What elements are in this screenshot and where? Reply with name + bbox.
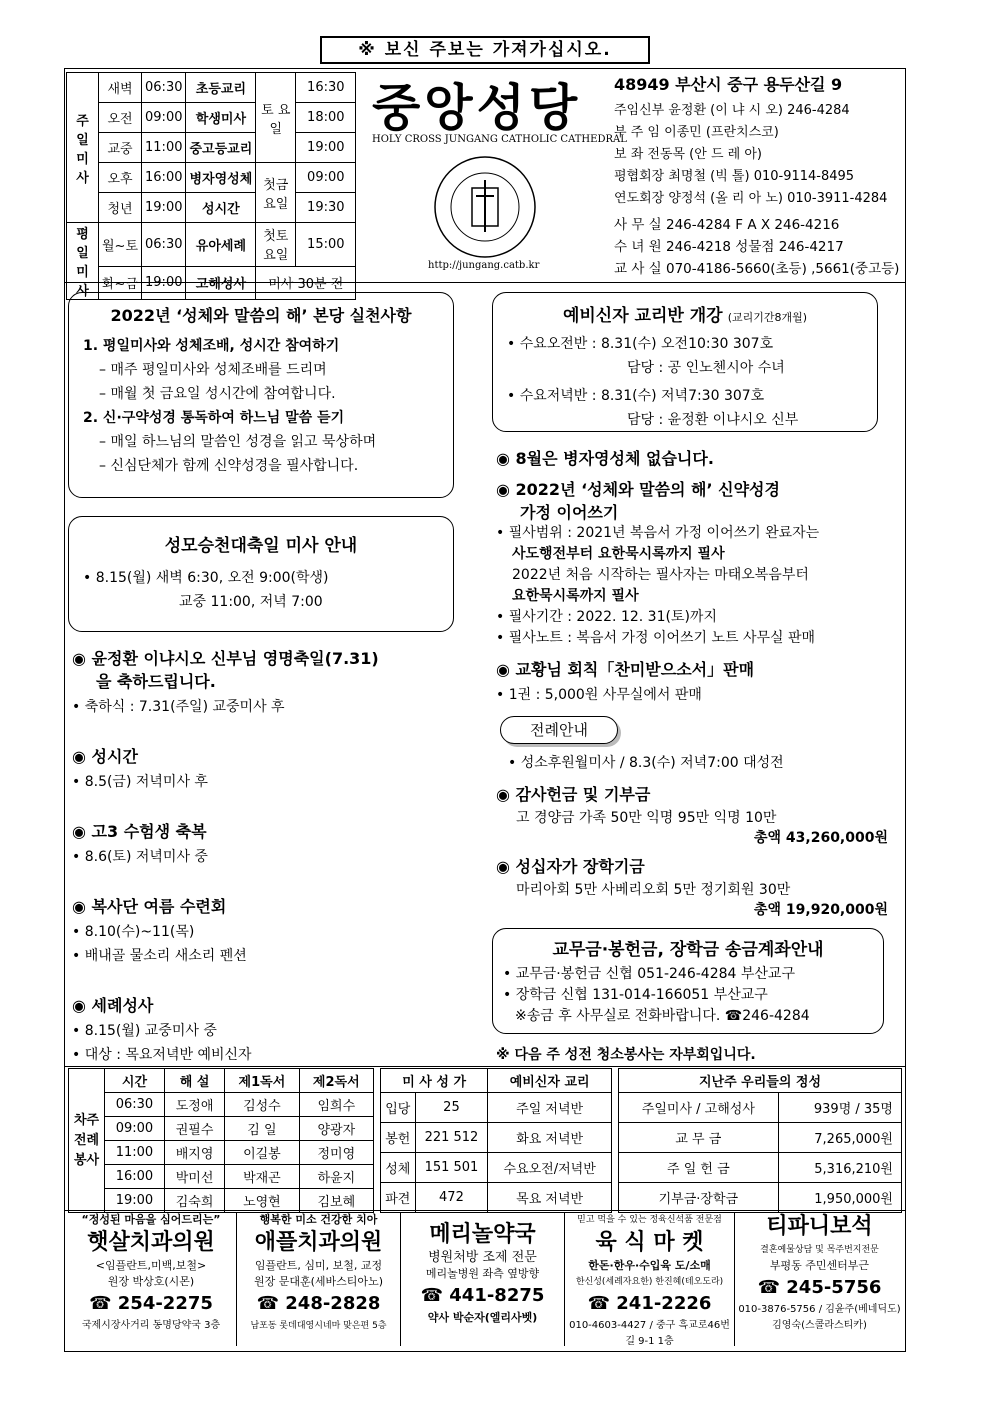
cell: 도정애	[164, 1093, 224, 1117]
cell: 김성수	[225, 1093, 299, 1117]
donation-section	[496, 782, 896, 847]
church-subtitle: HOLY CROSS JUNGANG CATHOLIC CATHEDRAL	[372, 134, 627, 145]
cell: 성시간	[186, 193, 256, 223]
notice-item: • 8.10(수)~11(목)	[72, 924, 195, 940]
ad-maryknoll-pharmacy	[400, 1212, 564, 1346]
cell: 파견	[381, 1183, 416, 1213]
accounts-box	[492, 928, 884, 1034]
cell: 김숙희	[164, 1189, 224, 1213]
divider	[64, 1066, 906, 1067]
ministry-table	[68, 1068, 374, 1213]
divider	[64, 282, 906, 283]
weekday-mass-label: 평일 미사	[76, 227, 89, 299]
ad-line: 부평동 주민센터부근	[769, 1259, 870, 1272]
right-notices	[496, 446, 896, 704]
catechumen-line: 담당 : 윤정환 이냐시오 신부	[627, 412, 799, 428]
office-phones	[614, 214, 899, 280]
cell: 정미영	[299, 1141, 373, 1165]
cell: 19:00	[142, 266, 186, 299]
cell: 임희수	[299, 1093, 373, 1117]
cell: 양광자	[299, 1117, 373, 1141]
cell: 11:00	[105, 1141, 165, 1165]
cell: 권필수	[164, 1117, 224, 1141]
ad-line: 원장 박상호(시몬)	[107, 1275, 195, 1288]
staff-line: 주임신부 윤정환 (이 냐 시 오) 246-4284	[614, 103, 850, 118]
cell: 기부금·장학금	[619, 1183, 779, 1213]
liturgy-tag: 전례안내	[500, 716, 618, 744]
cell: 15:00	[296, 223, 356, 267]
cell: 봉헌	[381, 1123, 416, 1153]
offering-table	[618, 1068, 902, 1213]
cathedral-seal-icon	[428, 150, 542, 264]
ad-tiffany-jewelry	[734, 1212, 904, 1346]
ad-line: 한돈·한우·수입육 도/소매	[588, 1259, 711, 1272]
donation-line: 고 경양금 가족 50만 익명 95만 익명 10만	[516, 810, 777, 826]
cell: 11:00	[142, 133, 186, 163]
assumption-line: • 8.15(월) 새벽 6:30, 오전 9:00(학생)	[83, 570, 329, 586]
catechumen-note: (교리기간8개월)	[727, 311, 808, 324]
ad-phone: ☎ 245-5756	[757, 1277, 882, 1298]
staff-line: 보 좌 전동목 (안 드 레 아)	[614, 147, 762, 162]
cell: 16:00	[105, 1165, 165, 1189]
cell: 수요오전/저녁반	[488, 1153, 612, 1183]
ad-line: 메리놀병원 좌측 옆방향	[425, 1267, 540, 1280]
ad-haetsal-dental	[66, 1212, 236, 1346]
cell: 화요 저녁반	[488, 1123, 612, 1153]
address: 48949 부산시 중구 용두산길 9	[614, 75, 843, 94]
cell: 19:30	[296, 193, 356, 223]
header-cell: 예비신자 교리	[488, 1069, 612, 1093]
ad-phone: ☎ 248-2828	[256, 1293, 381, 1314]
cell: 학생미사	[186, 103, 256, 133]
ad-address: 남포동 롯데대영시네마 맞은편 5층	[250, 1321, 387, 1331]
header-cell: 미 사 성 가	[381, 1069, 488, 1093]
scholarship-total: 총액 19,920,000원	[753, 902, 888, 918]
ad-name: 메리놀약국	[429, 1222, 536, 1247]
notice-item: • 배내골 물소리 새소리 펜션	[72, 948, 247, 964]
cell: 472	[415, 1183, 488, 1213]
cell: 초등교리	[186, 73, 256, 103]
office-line: 수 녀 원 246-4218 성물점 246-4217	[614, 239, 844, 255]
cell: 7,265,000원	[778, 1123, 901, 1153]
notice-item: • 필사노트 : 복음서 가정 이어쓰기 노트 사무실 판매	[496, 630, 816, 646]
notice-item: • 필사범위 : 2021년 복음서 가정 이어쓰기 완료자는	[496, 525, 820, 541]
ad-line: <임플란트,미백,보철>	[95, 1259, 207, 1272]
notice-title: ◉ 복사단 여름 수련회	[72, 897, 227, 916]
cell: 16:30	[296, 73, 356, 103]
header-cell: 시간	[105, 1069, 165, 1093]
sacraments-table	[380, 1068, 612, 1213]
cell: 중고등교리	[186, 133, 256, 163]
ad-address: 국제시장사거리 동명당약국 3층	[81, 1320, 221, 1331]
practice-line: 2. 신·구약성경 통독하여 하느님 말씀 듣기	[83, 410, 345, 426]
cell: 입당	[381, 1093, 416, 1123]
church-title: 중앙성당	[372, 78, 582, 137]
staff-line: 평협회장 최명철 (빅 톨) 010-9114-8495	[614, 169, 855, 184]
notice-item: • 8.6(토) 저녁미사 중	[72, 849, 208, 865]
ad-apple-dental	[236, 1212, 400, 1346]
cell: 배지영	[164, 1141, 224, 1165]
cell: 화~금	[99, 266, 142, 299]
practice-line: – 매주 평일미사와 성체조배를 드리며	[99, 362, 327, 378]
cell: 09:00	[105, 1117, 165, 1141]
cleaning-note: ※ 다음 주 성전 청소봉사는 자부회입니다.	[496, 1047, 756, 1063]
notice-item: 요한묵시록까지 필사	[512, 588, 639, 604]
catechumen-title: 예비신자 교리반 개강	[562, 306, 723, 326]
cell: 19:00	[296, 133, 356, 163]
cell: 19:00	[105, 1189, 165, 1213]
office-line: 교 사 실 070-4186-5660(초등) ,5661(중고등)	[614, 261, 900, 277]
cell: 성체	[381, 1153, 416, 1183]
cell: 939명 / 35명	[778, 1093, 901, 1123]
office-line: 사 무 실 246-4284 F A X 246-4216	[614, 217, 840, 233]
cell: 고해성사	[186, 266, 256, 299]
ad-line: 임플란트, 심미, 보철, 교정	[254, 1259, 383, 1272]
ad-name: 육 식 마 켓	[595, 1230, 704, 1255]
website-url[interactable]: http://jungang.catb.kr	[428, 260, 540, 271]
staff-line: 연도회장 양정석 (올 리 아 노) 010-3911-4284	[614, 191, 888, 206]
cell: 오전	[99, 103, 142, 133]
cell: 유아세례	[186, 223, 256, 267]
cell: 18:00	[296, 103, 356, 133]
ad-line: 원장 문대훈(세바스티아노)	[254, 1275, 383, 1288]
ad-phone: ☎ 441-8275	[420, 1285, 545, 1306]
divider	[64, 1210, 906, 1211]
cell: 이길봉	[225, 1141, 299, 1165]
cell: 5,316,210원	[778, 1153, 901, 1183]
ad-line: 행복한 미소 건강한 치아	[259, 1213, 378, 1226]
cell: 병자영성체	[186, 163, 256, 193]
practice-line: – 매월 첫 금요일 성시간에 참여합니다.	[99, 386, 336, 402]
cell: 첫금요일	[256, 163, 296, 223]
notice-item: 2022년 처음 시작하는 필사자는 마태오복음부터	[512, 567, 809, 583]
cell: 주일 저녁반	[488, 1093, 612, 1123]
assumption-box	[68, 516, 454, 632]
cell: 151 501	[415, 1153, 488, 1183]
assumption-line: 교중 11:00, 저녁 7:00	[179, 594, 323, 610]
cell: 16:00	[142, 163, 186, 193]
notice-item: • 필사기간 : 2022. 12. 31(토)까지	[496, 609, 717, 625]
staff-line: 부 주 임 이종민 (프란치스코)	[614, 125, 779, 140]
cell: 박재곤	[225, 1165, 299, 1189]
notice-title: 가정 이어쓰기	[520, 503, 619, 522]
practice-line: – 신심단체가 함께 신약성경을 필사합니다.	[99, 458, 359, 474]
practice-box	[68, 292, 454, 498]
mass-schedule-table	[66, 72, 356, 300]
cell: 목요 저녁반	[488, 1183, 612, 1213]
cell: 교중	[99, 133, 142, 163]
catechumen-box	[492, 292, 878, 432]
ministry-label: 차주전례봉사	[69, 1069, 105, 1213]
ad-line: 한신성(세례자요한) 한진혜(테오도라)	[575, 1277, 724, 1287]
header-cell: 해 설	[164, 1069, 224, 1093]
staff-list	[614, 100, 887, 210]
offering-title: 지난주 우리들의 정성	[619, 1069, 902, 1093]
catechumen-line: • 수요오전반 : 8.31(수) 오전10:30 307호	[507, 336, 774, 352]
notice-item: • 1권 : 5,000원 사무실에서 판매	[496, 687, 702, 703]
ad-name: 햇살치과의원	[87, 1230, 215, 1255]
header-cell: 제2독서	[299, 1069, 373, 1093]
ad-phone: ☎ 241-2226	[587, 1293, 712, 1314]
cell: 주 일 헌 금	[619, 1153, 779, 1183]
scholarship-section	[496, 854, 896, 919]
notice-title: ◉ 윤정환 이냐시오 신부님 영명축일(7.31)	[72, 649, 379, 668]
cell: 오후	[99, 163, 142, 193]
ad-line: 믿고 먹을 수 있는 정육신석품 전문점	[577, 1215, 722, 1225]
practice-line: 1. 평일미사와 성체조배, 성시간 참여하기	[83, 338, 340, 354]
ad-line: 병원처방 조제 전문	[428, 1250, 537, 1265]
notice-title: ◉ 2022년 ‘성체와 말씀의 해’ 신약성경	[496, 480, 780, 499]
ad-phone: ☎ 254-2275	[89, 1293, 213, 1314]
cell: 월~토	[99, 223, 142, 267]
ad-meat-market	[564, 1212, 734, 1346]
cell: 06:30	[142, 73, 186, 103]
cell: 김 일	[225, 1117, 299, 1141]
cell: 09:00	[142, 103, 186, 133]
cell: 하윤지	[299, 1165, 373, 1189]
notice-item: • 대상 : 목요저녁반 예비신자	[72, 1047, 252, 1063]
notice-title: ◉ 성시간	[72, 747, 138, 766]
cell: 김보혜	[299, 1189, 373, 1213]
cell: 새벽	[99, 73, 142, 103]
cell: 노영현	[225, 1189, 299, 1213]
cell: 1,950,000원	[778, 1183, 901, 1213]
catechumen-line: • 수요저녁반 : 8.31(수) 저녁7:30 307호	[507, 388, 765, 404]
left-notices	[72, 646, 452, 1064]
ad-name: 애플치과의원	[254, 1230, 383, 1255]
cell: 박미선	[164, 1165, 224, 1189]
notice-title: ◉ 8월은 병자영성체 없습니다.	[496, 449, 714, 468]
cell: 19:00	[142, 193, 186, 223]
scholarship-title: ◉ 성십자가 장학기금	[496, 857, 645, 876]
accounts-line: ※송금 후 사무실로 전화바랍니다. ☎246-4284	[515, 1008, 810, 1024]
take-bulletin-banner: ※ 보신 주보는 가져가십시오.	[320, 36, 650, 64]
accounts-line: • 교무금·봉헌금 신협 051-246-4284 부산교구	[503, 966, 795, 982]
notice-title: ◉ 고3 수험생 축복	[72, 822, 207, 841]
ad-address: 010-3876-5756 / 김윤주(베네딕도) 김영숙(스콜라스티카)	[738, 1304, 901, 1331]
cell: 09:00	[296, 163, 356, 193]
scholarship-line: 마리아회 5만 사베리오회 5만 정기회원 30만	[516, 882, 791, 898]
cell: 221 512	[415, 1123, 488, 1153]
notice-title: ◉ 세례성사	[72, 996, 154, 1015]
cell: 미사 30분 전	[256, 266, 356, 299]
donation-total: 총액 43,260,000원	[753, 830, 888, 846]
accounts-line: • 장학금 신협 131-014-166051 부산교구	[503, 987, 768, 1003]
notice-title: 을 축하드립니다.	[96, 672, 216, 691]
liturgy-item: • 성소후원월미사 / 8.3(수) 저녁7:00 대성전	[508, 755, 784, 771]
catechumen-line: 담당 : 공 인노첸시아 수녀	[627, 360, 785, 376]
ad-name: 티파니보석	[766, 1214, 873, 1239]
cell: 청년	[99, 193, 142, 223]
donation-title: ◉ 감사헌금 및 기부금	[496, 785, 651, 804]
accounts-title: 교무금·봉헌금, 장학금 송금계좌안내	[552, 940, 824, 960]
notice-title: ◉ 교황님 회칙「찬미받으소서」판매	[496, 660, 755, 679]
ad-address: 약사 박순자(엘리사벳)	[427, 1311, 538, 1324]
cell: 06:30	[142, 223, 186, 267]
assumption-title: 성모승천대축일 미사 안내	[164, 536, 358, 556]
cell: 교 무 금	[619, 1123, 779, 1153]
cell: 첫토요일	[256, 223, 296, 267]
ad-line: “정성된 마음을 심어드리는”	[81, 1213, 221, 1226]
practice-line: – 매일 하느님의 말씀인 성경을 읽고 묵상하며	[99, 434, 377, 450]
ad-line: 결혼예물상담 및 목주번지전문	[760, 1245, 879, 1255]
cell: 주일미사 / 고해성사	[619, 1093, 779, 1123]
notice-item: • 8.5(금) 저녁미사 후	[72, 774, 208, 790]
notice-item: • 8.15(월) 교중미사 중	[72, 1023, 217, 1039]
cell: 25	[415, 1093, 488, 1123]
cell: 06:30	[105, 1093, 165, 1117]
sunday-mass-label: 주일 미사	[76, 113, 89, 186]
practice-title: 2022년 ‘성체와 말씀의 해’ 본당 실천사항	[110, 306, 412, 325]
notice-item: 사도행전부터 요한묵시록까지 필사	[512, 546, 725, 562]
notice-item: • 축하식 : 7.31(주일) 교중미사 후	[72, 699, 285, 715]
header-cell: 제1독서	[225, 1069, 299, 1093]
ad-address: 010-4603-4427 / 중구 흑교로46번길 9-1 1층	[569, 1320, 730, 1347]
cell: 토 요 일	[256, 73, 296, 163]
